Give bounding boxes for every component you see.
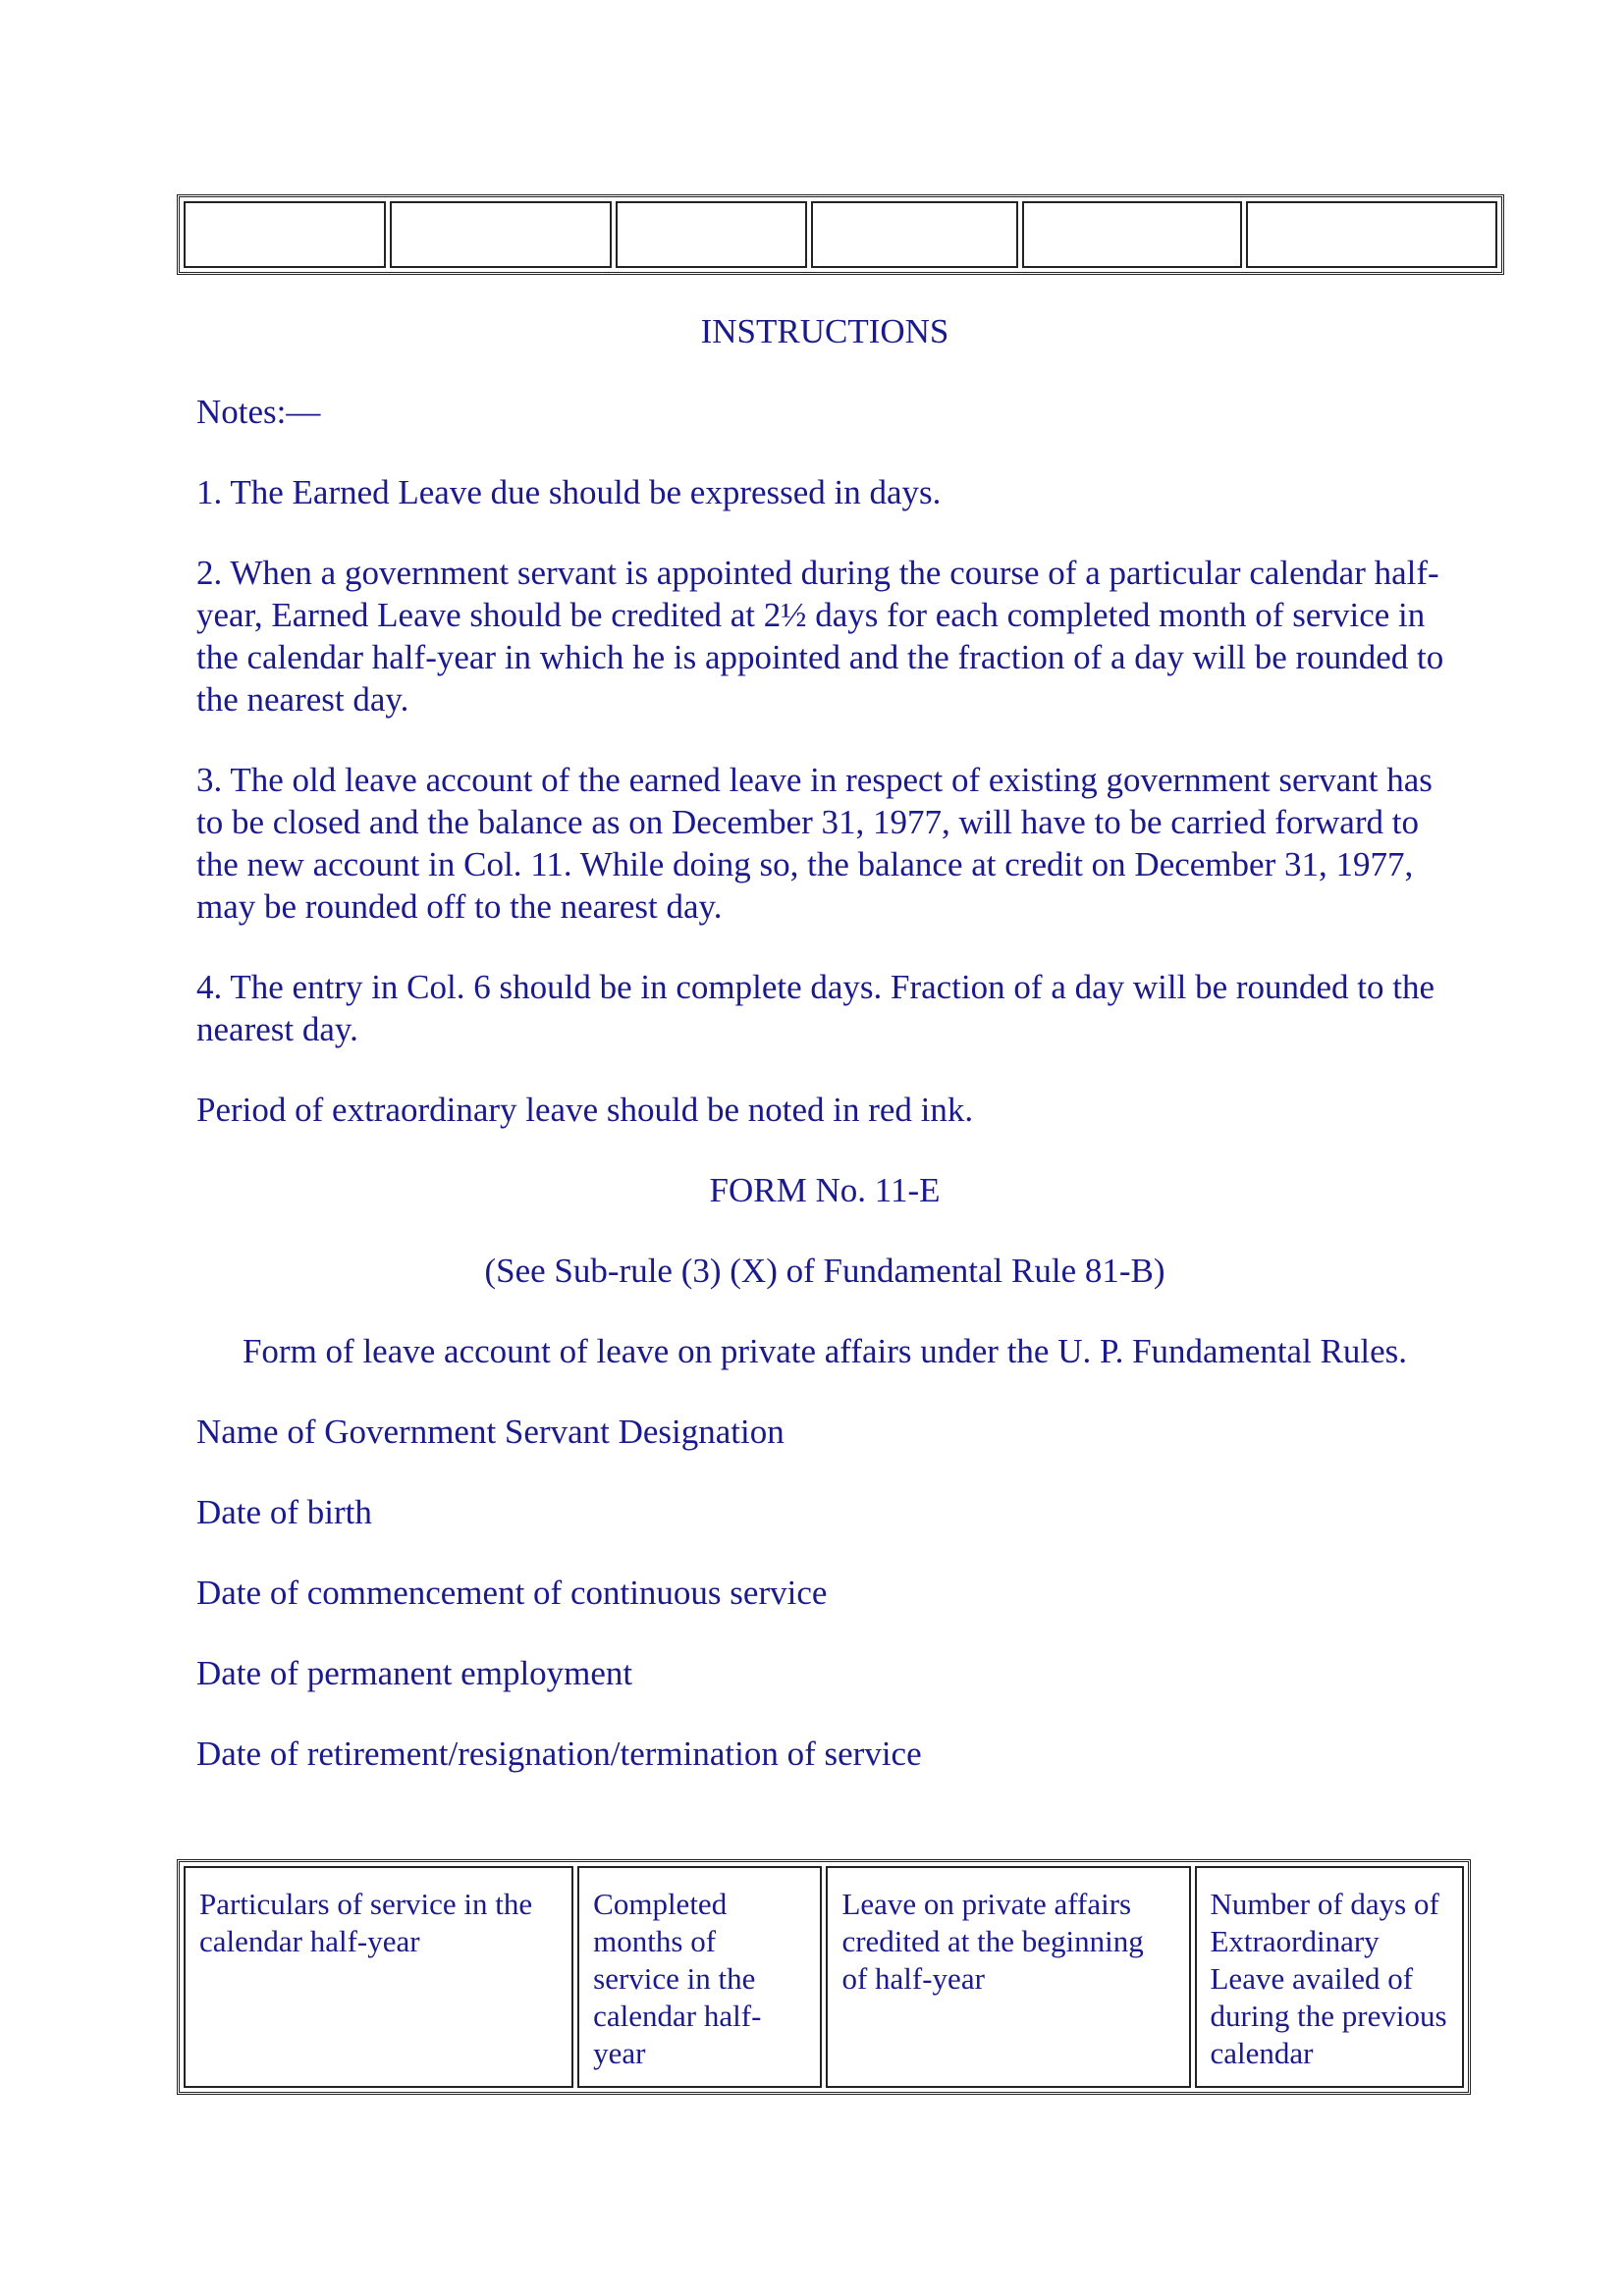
field-permanent-employment: Date of permanent employment	[196, 1654, 633, 1692]
notes-label: Notes:—	[196, 393, 321, 431]
blank-cell	[616, 201, 808, 268]
blank-cell	[390, 201, 612, 268]
form-description: Form of leave account of leave on private affairs under the U. P. Fundamental Rules.	[242, 1332, 1408, 1370]
blank-header-table	[177, 194, 1504, 275]
header-completed-months: Completed months of service in the calendar half-year	[577, 1866, 822, 2088]
rule-reference: (See Sub-rule (3) (X) of Fundamental Rule 81-B)	[484, 1252, 1165, 1290]
instructions-heading: INSTRUCTIONS	[700, 312, 949, 350]
field-date-of-birth: Date of birth	[196, 1493, 372, 1531]
header-extraordinary-leave-days: Number of days of Extraordinary Leave availed of during the previous calendar	[1195, 1866, 1465, 2088]
header-leave-credited: Leave on private affairs credited at the beginning of half-year	[826, 1866, 1190, 2088]
blank-cell	[811, 201, 1018, 268]
blank-cell	[1246, 201, 1497, 268]
extraordinary-leave-note: Period of extraordinary leave should be noted in red ink.	[196, 1091, 974, 1129]
leave-account-table	[177, 1859, 1471, 2095]
note-4: 4. The entry in Col. 6 should be in complete days. Fraction of a day will be rounded to the nearest day.	[196, 968, 1435, 1048]
form-number: FORM No. 11-E	[709, 1171, 941, 1209]
note-1: 1. The Earned Leave due should be expressed in days.	[196, 473, 942, 511]
blank-cell	[1022, 201, 1242, 268]
note-3: 3. The old leave account of the earned leave in respect of existing government servant has to be closed and the balance as on December 31, 1977, will have to be carried forward to the new account in Col. 11. While doing so, the balance at credit on December 31, 1977, may be rounded off to the nearest day.	[196, 761, 1433, 926]
field-name-designation: Name of Government Servant Designation	[196, 1413, 785, 1451]
document-body	[196, 310, 1453, 1813]
field-continuous-service: Date of commencement of continuous service	[196, 1574, 828, 1612]
field-retirement: Date of retirement/resignation/termination of service	[196, 1735, 922, 1773]
table-header-row	[184, 1866, 1464, 2088]
blank-cell	[184, 201, 386, 268]
header-particulars-of-service: Particulars of service in the calendar half-year	[184, 1866, 573, 2088]
note-2: 2. When a government servant is appointed during the course of a particular calendar half-year, Earned Leave should be credited at 2½ days for each completed month of service in the calendar half-year in which he is appointed and the fraction of a day will be rounded to the nearest day.	[196, 554, 1444, 719]
